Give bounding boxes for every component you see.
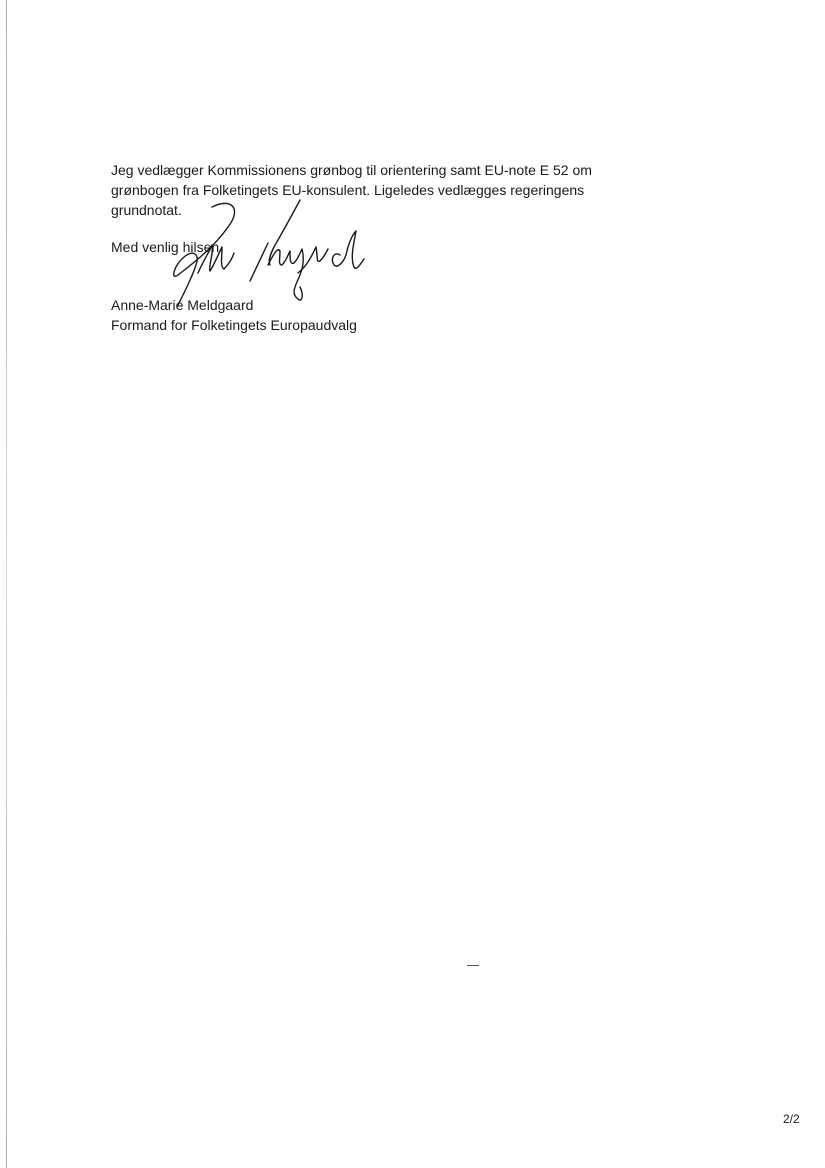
body-line: Jeg vedlægger Kommissionens grønbog til orientering samt EU-note E 52 om (111, 162, 592, 178)
sender-title: Formand for Folketingets Europaudvalg (111, 317, 357, 333)
body-line: grundnotat. (111, 202, 182, 218)
page-number: 2/2 (783, 1112, 800, 1126)
sender-name: Anne-Marie Meldgaard (111, 297, 254, 313)
body-line: grønbogen fra Folketingets EU-konsulent. Ligeledes vedlægges regeringens (111, 182, 585, 198)
scan-mark (467, 965, 479, 966)
closing-greeting: Med venlig hilsen (111, 239, 220, 255)
scan-edge-line (6, 0, 7, 1168)
